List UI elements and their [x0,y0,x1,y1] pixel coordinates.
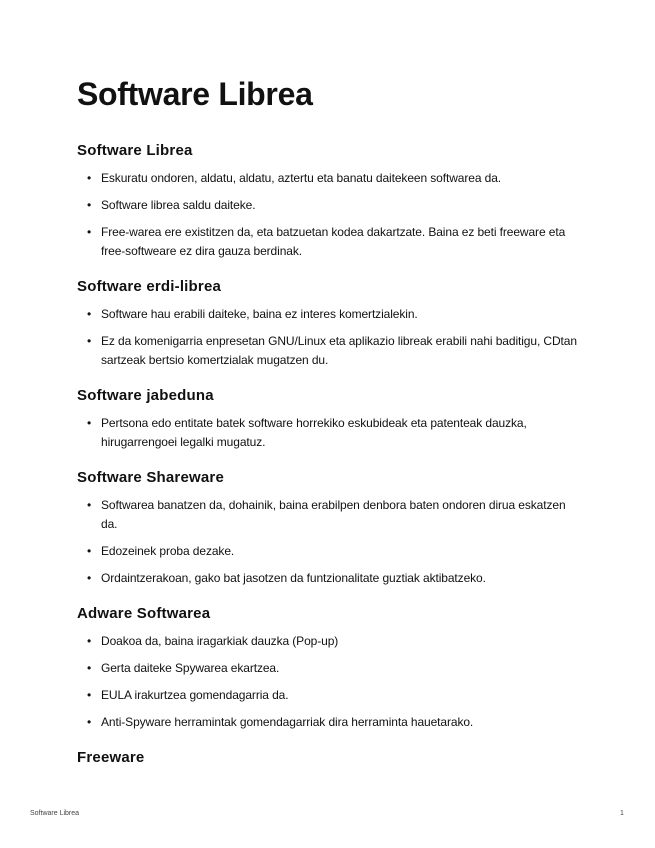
list-item: • Ordaintzerakoan, gako bat jasotzen da funtzionalitate guztiak aktibatzeko. [77,569,577,588]
bullet-list [77,632,577,732]
section-software-erdi-librea [77,278,577,370]
section-heading: Software Shareware [77,469,224,486]
section-heading: Freeware [77,749,145,766]
bullet-list [77,414,577,452]
list-item: • Software hau erabili daiteke, baina ez interes komertzialekin. [77,305,577,324]
list-item: • Anti-Spyware herramintak gomendagarriak dira herraminta hauetarako. [77,713,577,732]
section-heading: Software erdi-librea [77,278,222,295]
bullet-icon: • [87,198,92,212]
bullet-icon: • [87,715,92,729]
bullet-icon: • [87,225,92,239]
bullet-icon: • [87,661,92,675]
section-heading: Software Librea [77,142,193,159]
bullet-icon: • [87,334,92,348]
list-item: • Software librea saldu daiteke. [77,196,577,215]
section-heading: Software jabeduna [77,387,214,404]
footer-title: Software Librea [30,810,80,817]
document-title: Software Librea [77,76,313,112]
list-item: • Gerta daiteke Spywarea ekartzea. [77,659,577,678]
bullet-icon: • [87,688,92,702]
document-content [77,142,577,784]
list-item: • EULA irakurtzea gomendagarria da. [77,686,577,705]
bullet-icon: • [87,571,92,585]
list-item: • Free-warea ere existitzen da, eta batzuetan kodea dakartzate. Baina ez beti freeware eta free-softweare ez dira gauza berdinak. [87,225,566,258]
section-software-shareware [77,469,577,588]
bullet-icon: • [87,634,92,648]
list-item: • Softwarea banatzen da, dohainik, baina erabilpen denbora baten ondoren dirua eskatzen da. [87,498,566,531]
bullet-icon: • [87,307,92,321]
section-heading: Adware Softwarea [77,605,211,622]
list-item: • Eskuratu ondoren, aldatu, aldatu, aztertu eta banatu daitekeen softwarea da. [77,169,577,188]
list-item: • Pertsona edo entitate batek software horrekiko eskubideak eta patenteak dauzka, hirugarrengoei legalki mugatuz. [87,416,527,449]
bullet-icon: • [87,544,92,558]
section-software-jabeduna [77,387,577,452]
page-number: 1 [620,810,624,817]
bullet-icon: • [87,171,92,185]
bullet-icon: • [87,416,92,430]
list-item: • Ez da komenigarria enpresetan GNU/Linux eta aplikazio libreak erabili nahi baditigu, CDtan sartzeak bertsio komertzialak mugatzen du. [87,334,577,367]
bullet-icon: • [87,498,92,512]
section-adware-softwarea [77,605,577,732]
bullet-list [77,169,577,261]
bullet-list [77,305,577,370]
list-item: • Doakoa da, baina iragarkiak dauzka (Pop-up) [77,632,577,651]
section-freeware [77,749,577,767]
section-software-librea [77,142,577,261]
bullet-list [77,496,577,588]
list-item: • Edozeinek proba dezake. [77,542,577,561]
